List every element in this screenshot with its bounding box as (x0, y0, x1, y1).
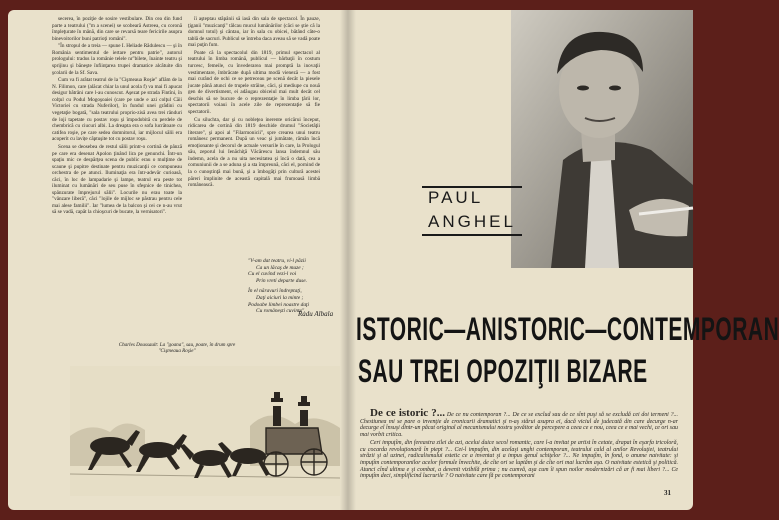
poem-line: Prin vreti departe duse. (256, 277, 308, 284)
poem-line: Ca un lăcaş de muze ; (256, 264, 304, 271)
poem-line: "V-am dat teatru, vi-l păzii (248, 258, 306, 264)
poem-line: Cu românești cuvinte". (256, 308, 306, 315)
carriage-drawing (70, 366, 340, 496)
author-portrait (511, 10, 693, 268)
author-first-name: PAUL (428, 188, 484, 207)
poem-line: Podoabe limbei noastre daţi (248, 301, 310, 308)
author-rule-bottom (422, 234, 522, 236)
poem-line: Daţi aiciuri la minte ; (256, 294, 304, 301)
article-signature: Radu Albala (298, 310, 334, 318)
paragraph (360, 407, 678, 439)
article-title: ISTORIC—ANISTORIC—CONTEMPORAN (356, 312, 779, 348)
right-page (348, 10, 779, 510)
paragraph: Scena se deosebea de restul sălii printr-o cortină de pânză pe care era desenat Apolon ţinând lira pe genunchi. Într-un spaţiu mic ce despărţea scena de public erau o mulţime de scaune şi pupitre destinate pentru muzicanţii ce compuneau orchestra de pe atunci. Iluminaţia era într-adevăr curioasă, căci, în loc de lampadarie şi lampe, teatrul era peste tot iluminat cu lumânări de seu puse în sfeşnice de tinichea, spânzurate împrejurul sălii". Locurile nu erau toate la "vânzare liberă", căci "lojile de mijloc se păstrau pentru cele mai alese familii". Iar "lumea de la balcon şi cei ce n-au vrut să se vadă, capăt la chioşcuri de bucate, la vernisatori". (52, 143, 182, 216)
lead-word: De ce istoric ?... (370, 407, 446, 419)
paragraph: Cum va fi arătat teatrul de la "Cişmeaua Roşie" aflăm de la N. Filimon, care (alăcat chiar la unul acola f) va mai fi apucat desigur bătrâni care l-au cunoscut. Aşezat pe strada Fintîni, în colţul cu Podul Mogoşoaiei (care pe unde e azi colţul Căii Victoriei cu strada Nuferilor), în fundul unei grădini cu vegetaţie bogată, "sala teatrului proprio-zisă avea trei rânduri de loji tapetate cu postav roşu şi împodobită cu perdele de chembrică cu ciucuri albi. La dreapta era o sofa lucrătoare cu catifea roşie, pe care sedea domnitorul, iar mijlocul sălii era acoperit cu lavițe căptuşite tot cu postav roşu. (52, 77, 182, 143)
left-column-2 (188, 16, 320, 254)
paragraph: "În stropul de a treia — spune I. Heliade Rădulescu — şi în România sentimentul de iertare pentru patrie", autorul prologului: tradus la românie telele nr"bilete, înainte teatru şi sprijinu şi băneşte înfiinţarea trupei dramatice alcătuite din şcolarii de la Sf. Sava. (52, 43, 182, 76)
author-photo (511, 10, 693, 268)
article-body (360, 407, 678, 481)
left-column-1 (52, 16, 182, 334)
book-gutter (340, 10, 356, 510)
page-number: 31 (664, 489, 671, 497)
poem-line: Cu el cuvînd vezi-l voi (248, 271, 297, 278)
article-subtitle: SAU TREI OPOZIŢII BIZARE (358, 354, 648, 390)
paragraph: îi aşteptau stăpânii să iasă din sala de spectacol. În pauze, ţiganii "muzicanţi" tâlcau mucul lumânărilor (căci se ştie că la domnul totul) şi cântau, iar în sala cu obicei, bătând câte-o tablă de sacruri. Publicul se întreba daca aveau să se vadă poate mai puţin fum. (188, 16, 320, 49)
carriage-illustration (70, 366, 340, 496)
illustration-caption: Charles Doussault: La "goana", sau, poate, în drum spre "Cişmeaua Roşie" (118, 342, 236, 355)
paragraph: Cu siluchta, dar şi cu nobleţea inerente oricărui început, ridicarea de cortină din 1819 deschide drumul "Societăţii literare", şi apoi al "Filarmonicii", spre crearea unui teatru românesc permanent. După un veac şi jumătate, rămân încă emoţionante şi decorul de actuale versurile în care, la Prologul său, zeporul lui Ienăchiţă Văcărescu lansa îndemnul său îndemn, acela de a nu uita necesitatea şi încă o dată, cea a comuniunii de a se aduna şi a sta împreună, căci el, pornind de la o cunoştinţă mai bună, şi a îmbogăţi prin cultură acestei păreri împlinite de această capitală mai frumoasă limbă românească. (188, 116, 320, 189)
paragraph: secerea, în poziţie de sosire vestibulare. Din cea din fund parte a teatrului ("m a scenei) se scobeară Astreea, cu coronă împleţurate în mână, din care se revarsă teare fericirile asupra binevoitorilor buni patrioţi români". (52, 16, 182, 42)
poem (248, 258, 348, 315)
paragraph: Poate că la spectacolul din 1819, primul spectacol al teatrului în limba română, publicul — bărbaţii în costum turcesc, femeile, cu învederarea mai promptă la inovaţii vestimentare, îmbrăcate după ultima modă vieneză — a fost mai curând de ochi ce se petreceau pe scenă decât la piesele jucate până atunci de trupele străine, căci, şi mediupe cu nouă gen de divertisment, ei adăugau obiceiul mai mult decât cel deschis să se bucure de o reprezentaţie în limba ţării lor, spectatorii voiaui în acele zile de reprezentaţie să fie spectatorii. (188, 49, 320, 115)
author-last-name: ANGHEL (428, 212, 516, 231)
poem-line: În el năravuri îndreptaţi, (248, 288, 302, 295)
paragraph: Ceri impuţîm, din fereastra zilei de azi, acelui duice secol romantic, care l-a invitat pe artist în cetate, drapat în eşarfa tricoloră, cu cocarda revoluţionară în piept ?... Cei-l impuţîm, din acelaşi unghi contemporan, teatrului cald al anilor Revoluţiei, teatrului străzii şi al uzinei, radicalismului estetic ce a inventat şi a impus genul schiţelor ?... Ne impuţîm, în fond, o anume naivitate: şi impuţîm contemporanilor acelor formule învechite, de cîte ori se luptăm şi de cîte ori mai lucrăm aşa. O naivitate estetică şi politică. Atunci cînd ultima e şi combat, a devenit vizibilă prima ; nu cumvă, aşa cum îi spun noilor modernizări că ar fi mai liberi ?... Ce impuţîm deci, simplificind lucrurile ? O naivitate care fă pe contemporani (360, 439, 678, 480)
paragraph-text: De ce nu contemporan ?... De ce se exclud sau de ce sînt puşi să se excludă cei doi termeni ?... Chestiunea mi se pare o invenţie de cronicarii dramatici şi n-aş stărui asupra ei, dacă viciul de judecată din care decurge n-ar decurge el însuşi dintr-un păcat original al mecanismului nostru şovăitor de percepere a ceea ce e nou, ceea ce e mai vechi, ce ori sau mai vorbit critica. (360, 412, 678, 439)
left-page (8, 10, 348, 510)
